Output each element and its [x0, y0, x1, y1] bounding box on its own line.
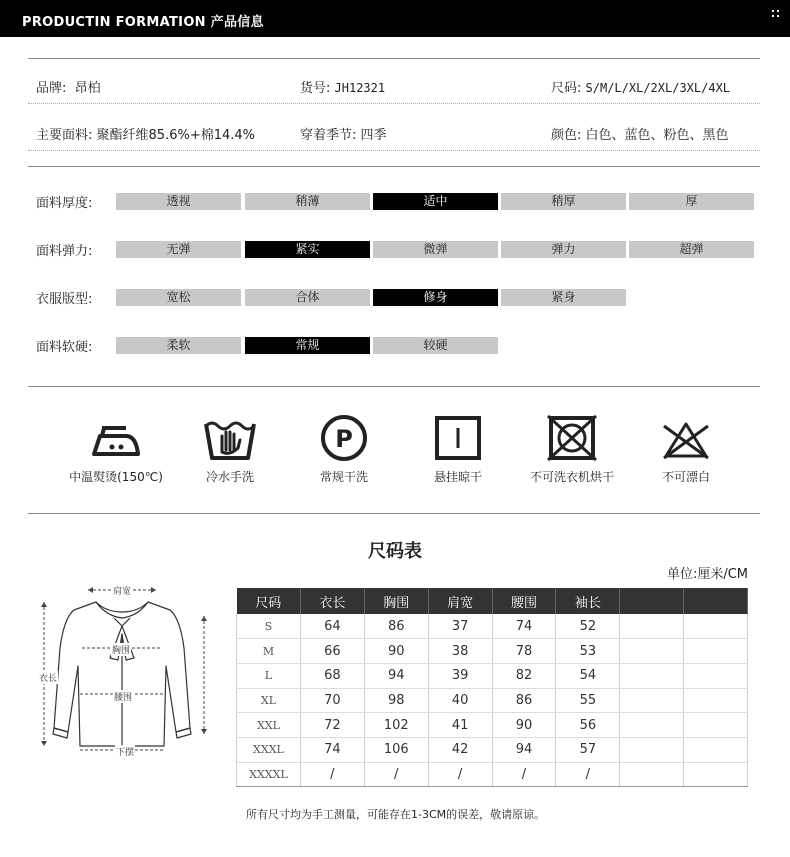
table-row — [237, 639, 748, 664]
size-table-header-cell: 腰围 — [492, 588, 556, 614]
size-table-header-cell: 胸围 — [364, 588, 428, 614]
size-table-cell: 90 — [492, 713, 556, 738]
size-table-cell: / — [556, 762, 620, 787]
care-item-no-tumble-dry — [522, 414, 622, 484]
size-table-cell: 94 — [364, 663, 428, 688]
size-table-cell: 56 — [556, 713, 620, 738]
size-table-cell: 42 — [428, 737, 492, 762]
divider — [28, 166, 760, 167]
size-table-cell: 38 — [428, 639, 492, 664]
size-table-cell: / — [300, 762, 364, 787]
attribute-option: 厚 — [629, 193, 754, 210]
size-table-cell: 39 — [428, 663, 492, 688]
attribute-option: 合体 — [245, 289, 370, 306]
attribute-option: 透视 — [116, 193, 241, 210]
size-table-cell — [684, 762, 748, 787]
divider — [28, 58, 760, 59]
size-table-cell — [684, 639, 748, 664]
size-table-cell: 98 — [364, 688, 428, 713]
care-label: 常规干洗 — [319, 470, 368, 484]
size-table-cell — [620, 639, 684, 664]
page-title: PRODUCTIN FORMATION 产品信息 — [22, 15, 264, 30]
color-value: 白色、蓝色、粉色、黑色 — [585, 128, 729, 143]
size-table-header — [237, 588, 748, 614]
size-table-cell: 90 — [364, 639, 428, 664]
size-table — [236, 588, 748, 787]
size-table-cell: XXXXL — [237, 762, 301, 787]
size-table-cell: S — [237, 614, 301, 639]
attribute-option: 无弹 — [116, 241, 241, 258]
season-info: 穿着季节: 四季 — [300, 128, 387, 143]
size-value: S/M/L/XL/2XL/3XL/4XL — [585, 81, 731, 95]
fabric-value: 聚酯纤维85.6%+棉14.4% — [96, 128, 256, 143]
size-table-cell: 41 — [428, 713, 492, 738]
svg-text:P: P — [335, 425, 353, 453]
care-item-hang-dry — [408, 414, 508, 484]
size-chart-title: 尺码表 — [368, 541, 422, 562]
attribute-option: 修身 — [373, 289, 498, 306]
size-table-cell: 74 — [492, 614, 556, 639]
attribute-option: 弹力 — [501, 241, 626, 258]
size-table-cell — [620, 663, 684, 688]
size-table-cell — [620, 614, 684, 639]
no-bleach-icon — [658, 414, 714, 462]
size-table-cell: 86 — [364, 614, 428, 639]
care-item-iron — [60, 414, 172, 484]
attribute-option: 紧身 — [501, 289, 626, 306]
size-table-cell: 72 — [300, 713, 364, 738]
iron-icon — [88, 414, 144, 462]
attribute-option: 适中 — [373, 193, 498, 210]
hand-wash-icon — [202, 414, 258, 462]
size-table-header-cell — [620, 588, 684, 614]
hem-label: 下摆 — [115, 745, 135, 758]
size-table-cell: XXXL — [237, 737, 301, 762]
care-label: 中温熨烫(150℃) — [69, 470, 163, 484]
table-row — [237, 737, 748, 762]
size-table-cell: 57 — [556, 737, 620, 762]
dots-icon — [772, 10, 780, 18]
size-table-cell — [684, 663, 748, 688]
table-row — [237, 663, 748, 688]
shoulder-label: 肩宽 — [112, 584, 132, 597]
attribute-label: 面料软硬: — [36, 340, 93, 355]
care-item-dry-clean — [294, 414, 394, 484]
size-table-cell: L — [237, 663, 301, 688]
hang-dry-icon — [430, 414, 486, 462]
size-table-cell — [684, 614, 748, 639]
size-table-cell — [620, 762, 684, 787]
size-table-cell: 52 — [556, 614, 620, 639]
size-table-cell: 78 — [492, 639, 556, 664]
attribute-option: 稍厚 — [501, 193, 626, 210]
size-table-cell — [684, 688, 748, 713]
size-table-header-cell — [684, 588, 748, 614]
care-item-hand-wash — [180, 414, 280, 484]
dry-clean-icon — [316, 414, 372, 462]
size-table-cell: 86 — [492, 688, 556, 713]
size-table-cell: 40 — [428, 688, 492, 713]
header-bar — [0, 0, 790, 37]
sku-value: JH12321 — [334, 81, 386, 95]
care-item-no-bleach — [636, 414, 736, 484]
size-table-header-cell: 尺码 — [237, 588, 301, 614]
size-table-cell: / — [492, 762, 556, 787]
garment-measurement-icon — [34, 578, 214, 754]
size-table-cell — [620, 713, 684, 738]
size-table-cell: 68 — [300, 663, 364, 688]
size-table-cell: 102 — [364, 713, 428, 738]
size-table-cell: XXL — [237, 713, 301, 738]
attribute-option: 宽松 — [116, 289, 241, 306]
waist-label: 腰围 — [113, 690, 133, 703]
table-row — [237, 713, 748, 738]
size-table-cell: 53 — [556, 639, 620, 664]
attribute-option: 柔软 — [116, 337, 241, 354]
attribute-label: 面料厚度: — [36, 196, 93, 211]
table-row — [237, 614, 748, 639]
divider — [28, 513, 760, 514]
size-table-cell: 106 — [364, 737, 428, 762]
dotted-divider — [28, 103, 760, 104]
size-table-cell: 64 — [300, 614, 364, 639]
size-table-cell: / — [364, 762, 428, 787]
size-table-cell: 82 — [492, 663, 556, 688]
color-info: 颜色: 白色、蓝色、粉色、黑色 — [551, 128, 729, 143]
sku-info: 货号: JH12321 — [300, 81, 386, 96]
table-row — [237, 762, 748, 787]
attribute-option: 常规 — [245, 337, 370, 354]
size-table-cell: M — [237, 639, 301, 664]
size-table-cell — [620, 688, 684, 713]
care-label: 悬挂晾干 — [433, 470, 482, 484]
size-table-cell: 66 — [300, 639, 364, 664]
attribute-option: 稍薄 — [245, 193, 370, 210]
size-table-header-cell: 衣长 — [300, 588, 364, 614]
size-info: 尺码: S/M/L/XL/2XL/3XL/4XL — [551, 81, 731, 96]
fabric-info: 主要面料: 聚酯纤维85.6%+棉14.4% — [36, 128, 256, 143]
attribute-option: 紧实 — [245, 241, 370, 258]
size-table-cell — [684, 737, 748, 762]
chest-label: 胸围 — [111, 643, 131, 656]
care-label: 冷水手洗 — [205, 470, 254, 484]
size-table-cell: 70 — [300, 688, 364, 713]
brand-value: 昂柏 — [74, 81, 101, 96]
care-label: 不可洗衣机烘干 — [529, 470, 614, 484]
attribute-label: 面料弹力: — [36, 244, 93, 259]
size-table-header-cell: 肩宽 — [428, 588, 492, 614]
attribute-option: 超弹 — [629, 241, 754, 258]
size-note: 所有尺寸均为手工测量，可能存在1-3CM的误差，敬请原谅。 — [246, 808, 546, 821]
size-table-cell: 55 — [556, 688, 620, 713]
brand-info: 品牌: 昂柏 — [36, 81, 101, 96]
size-table-cell: 37 — [428, 614, 492, 639]
season-value: 四季 — [360, 128, 387, 143]
attribute-option: 微弹 — [373, 241, 498, 258]
dotted-divider — [28, 150, 760, 151]
length-label: 衣长 — [38, 671, 58, 684]
size-table-header-cell: 袖长 — [556, 588, 620, 614]
size-table-cell — [620, 737, 684, 762]
size-table-cell: 74 — [300, 737, 364, 762]
size-table-cell: 54 — [556, 663, 620, 688]
divider — [28, 386, 760, 387]
size-table-cell: / — [428, 762, 492, 787]
attribute-label: 衣服版型: — [36, 292, 93, 307]
table-row — [237, 688, 748, 713]
size-table-cell: XL — [237, 688, 301, 713]
attribute-option: 较硬 — [373, 337, 498, 354]
size-unit: 单位:厘米/CM — [666, 567, 748, 582]
no-tumble-dry-icon — [544, 414, 600, 462]
care-label: 不可漂白 — [661, 470, 710, 484]
size-table-cell — [684, 713, 748, 738]
size-table-cell: 94 — [492, 737, 556, 762]
